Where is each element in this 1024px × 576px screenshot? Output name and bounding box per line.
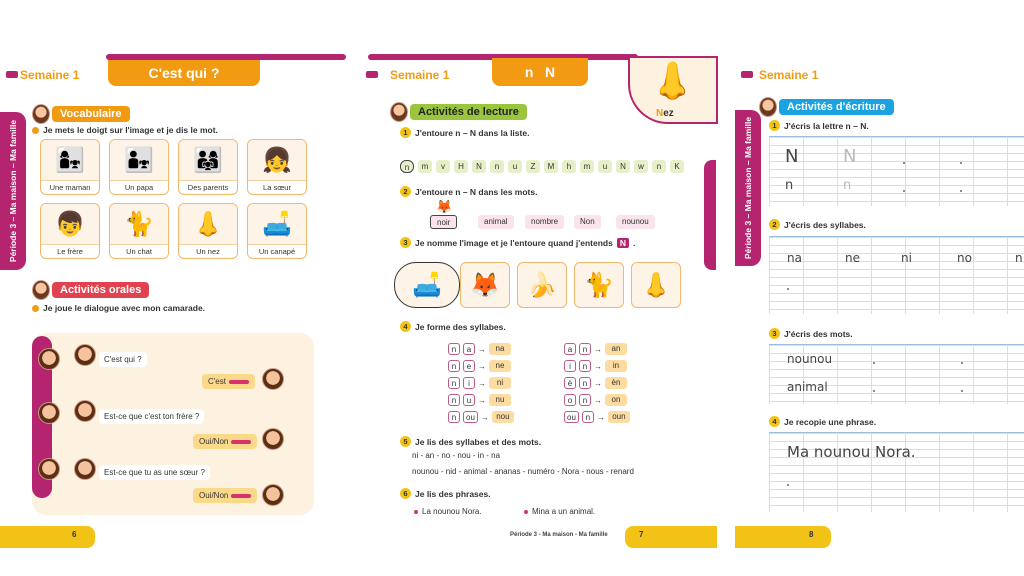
letter[interactable]: u: [508, 160, 522, 173]
number-4: 4: [400, 321, 411, 332]
letter[interactable]: N: [472, 160, 486, 173]
card-canape[interactable]: [247, 203, 307, 259]
syllable-model: ne: [845, 251, 860, 265]
card-caption: Des parents: [179, 180, 237, 194]
start-dot: [960, 190, 962, 192]
start-dot: [903, 162, 905, 164]
ecriture-heading: [759, 97, 894, 117]
letter[interactable]: h: [562, 160, 576, 173]
instruction-1-text: J'écris la lettre n – N.: [784, 120, 869, 131]
syllable-model: n: [1015, 251, 1023, 265]
number-6: 6: [400, 488, 411, 499]
vowel: u: [463, 394, 475, 406]
syllable-result: an: [605, 343, 627, 355]
instruction-3: [400, 237, 635, 248]
instruction-1-text: J'entoure n – N dans la liste.: [415, 127, 530, 138]
ecriture-label: Activités d'écriture: [779, 99, 894, 115]
instruction-6-text: Je lis des phrases.: [415, 488, 491, 499]
number-2: 2: [769, 219, 780, 230]
child-avatar: [38, 348, 60, 370]
writing-grid-2[interactable]: [769, 236, 1024, 314]
nose-icon: 👃: [641, 271, 671, 299]
trace-big-n: N: [843, 146, 857, 167]
kid-icon: [32, 280, 50, 300]
oral-instruction-text: Je joue le dialogue avec mon camarade.: [43, 303, 206, 313]
start-dot: [873, 390, 875, 392]
semaine-label: Semaine 1: [390, 68, 450, 82]
side-label: Période 3 – Ma maison – Ma famille: [8, 119, 19, 263]
sentence-2: [524, 507, 595, 516]
card-caption: Un chat: [110, 244, 168, 258]
number-5: 5: [400, 436, 411, 447]
instruction-2-text: J'écris des syllabes.: [784, 219, 866, 230]
letter[interactable]: w: [634, 160, 648, 173]
fox-icon: 🦊: [436, 199, 453, 214]
page-8: [735, 0, 1024, 576]
card-chat[interactable]: [109, 203, 169, 259]
oral-heading: [32, 280, 149, 300]
instruction-3-text: J'écris des mots.: [784, 328, 853, 339]
syllable-result: nu: [489, 394, 511, 406]
footer-band: [735, 526, 831, 548]
instruction-1: [400, 127, 529, 138]
father-child-icon: 👨‍👧: [110, 140, 168, 180]
consonant: n: [448, 377, 460, 389]
number-3: 3: [400, 237, 411, 248]
card-soeur[interactable]: [247, 139, 307, 195]
vowel: e: [463, 360, 475, 372]
semaine-tag: [6, 71, 18, 78]
vocab-instruction: [32, 125, 218, 135]
page-number: 8: [809, 530, 814, 539]
boy-avatar: [262, 428, 284, 450]
letter[interactable]: m: [418, 160, 432, 173]
syllable-result: na: [489, 343, 511, 355]
semaine-tag: [741, 71, 753, 78]
answer-1: [202, 374, 255, 389]
vowel: i: [463, 377, 475, 389]
instruction-3: [769, 328, 853, 339]
syllable-row: [448, 377, 511, 389]
vocab-instruction-text: Je mets le doigt sur l'image et je dis le mot.: [43, 125, 218, 135]
bullet-icon: [32, 305, 39, 312]
card-caption: Le frère: [41, 244, 99, 258]
consonant: n: [582, 411, 594, 423]
start-dot: [873, 362, 875, 364]
side-band: [0, 112, 26, 270]
vowel: a: [463, 343, 475, 355]
instruction-4: [400, 321, 506, 332]
arrow-icon: →: [478, 361, 486, 371]
nose-illustration: [628, 56, 718, 124]
consonant: n: [579, 394, 591, 406]
letter[interactable]: M: [544, 160, 558, 173]
vowel: ou: [564, 411, 579, 423]
number-1: 1: [769, 120, 780, 131]
girl-avatar: [74, 458, 96, 480]
child-avatar: [38, 458, 60, 480]
bullet-icon: [414, 510, 418, 514]
page-number: 7: [639, 530, 644, 539]
fox-icon: 🦊: [470, 271, 500, 299]
word-chip[interactable]: animal: [478, 215, 514, 229]
syllable-result: nou: [492, 411, 514, 423]
syllable-line: ni - an - no - nou - in - na: [412, 451, 501, 460]
syllable-row: [564, 411, 630, 423]
blank-line: [231, 440, 251, 444]
syllable-model: ni: [901, 251, 912, 265]
vocab-label: Vocabulaire: [52, 106, 130, 122]
banana-tile[interactable]: [517, 262, 567, 308]
syllable-result: in: [605, 360, 627, 372]
sentence-2-text: Mina a un animal.: [532, 507, 596, 516]
instruction-4: [769, 416, 876, 427]
arrow-icon: →: [594, 378, 602, 388]
letter[interactable]: v: [436, 160, 450, 173]
kid-icon: [759, 97, 777, 117]
vowel: i: [564, 360, 576, 372]
word-chip[interactable]: Non: [574, 215, 601, 229]
letter[interactable]: H: [454, 160, 468, 173]
instruction-2-text: J'entoure n – N dans les mots.: [415, 186, 538, 197]
answer-2: [193, 434, 257, 449]
letter[interactable]: n: [652, 160, 666, 173]
brother-icon: 👦: [41, 204, 99, 244]
side-label: Période 3 – Ma maison – Ma famille: [743, 116, 754, 260]
letter-list: [400, 160, 684, 173]
syllable-row: [448, 360, 511, 372]
syllable-row: [448, 411, 514, 423]
letter[interactable]: m: [580, 160, 594, 173]
instruction-4-text: Je forme des syllabes.: [415, 321, 506, 332]
consonant: n: [448, 411, 460, 423]
nose-tile[interactable]: [631, 262, 681, 308]
arrow-icon: →: [478, 395, 486, 405]
child-avatar: [38, 402, 60, 424]
sentence-1: [414, 507, 482, 516]
number-3: 3: [769, 328, 780, 339]
cat-icon: 🐈: [110, 204, 168, 244]
sentence-1-text: La nounou Nora.: [422, 507, 482, 516]
word-chip[interactable]: nombre: [525, 215, 564, 229]
consonant: n: [448, 343, 460, 355]
card-maman[interactable]: [40, 139, 100, 195]
girl-avatar: [74, 344, 96, 366]
card-caption: Un papa: [110, 180, 168, 194]
syllable-row: [564, 343, 627, 355]
consonant: n: [579, 377, 591, 389]
word-chip[interactable]: nounou: [616, 215, 655, 229]
syllable-row: [448, 343, 511, 355]
letter-n-tag: N: [617, 238, 629, 248]
instruction-6: [400, 488, 491, 499]
instruction-5: [400, 436, 541, 447]
arrow-icon: →: [478, 344, 486, 354]
card-papa[interactable]: [109, 139, 169, 195]
arrow-icon: →: [594, 361, 602, 371]
nose-icon: 👃: [179, 204, 237, 244]
letter[interactable]: u: [598, 160, 612, 173]
cat-icon: 🐈: [584, 271, 614, 299]
mother-child-icon: 👩‍👧: [41, 140, 99, 180]
nose-label: Nez: [656, 108, 674, 119]
bullet-icon: [524, 510, 528, 514]
syllable-result: ne: [489, 360, 511, 372]
syllable-row: [564, 360, 627, 372]
lecture-label: Activités de lecture: [410, 104, 527, 120]
model-small-n: n: [785, 178, 794, 193]
instruction-4-text: Je recopie une phrase.: [784, 416, 877, 427]
syllable-result: ni: [489, 377, 511, 389]
writing-grid-1[interactable]: [769, 136, 1024, 206]
start-dot: [961, 390, 963, 392]
boy-avatar: [262, 368, 284, 390]
arrow-icon: →: [594, 395, 602, 405]
instruction-2: [769, 219, 866, 230]
card-caption: Un canapé: [248, 244, 306, 258]
page-number: 6: [72, 530, 77, 539]
banana-icon: 🍌: [527, 271, 557, 299]
question-2: Est-ce que c'est ton frère ?: [99, 409, 204, 424]
start-dot: [903, 190, 905, 192]
card-caption: Une maman: [41, 180, 99, 194]
card-parents[interactable]: [178, 139, 238, 195]
card-caption: Un nez: [179, 244, 237, 258]
blank-line: [229, 380, 249, 384]
sofa-icon: 🛋️: [412, 271, 442, 299]
semaine-label: Semaine 1: [759, 68, 819, 82]
arrow-icon: →: [594, 344, 602, 354]
sofa-tile[interactable]: [394, 262, 460, 308]
vocab-heading: [32, 104, 130, 124]
sofa-icon: 🛋️: [248, 204, 306, 244]
number-2: 2: [400, 186, 411, 197]
word-model-2: animal: [787, 380, 828, 394]
period: .: [632, 237, 636, 248]
number-1: 1: [400, 127, 411, 138]
model-big-n: N: [785, 146, 799, 167]
kid-icon: [32, 104, 50, 124]
arrow-icon: →: [478, 378, 486, 388]
consonant: n: [448, 394, 460, 406]
syllable-result: on: [605, 394, 627, 406]
sentence-model: Ma nounou Nora.: [787, 443, 916, 461]
syllable-model: no: [957, 251, 972, 265]
syllable-row: [448, 394, 511, 406]
letter[interactable]: n: [490, 160, 504, 173]
cat-tile[interactable]: [574, 262, 624, 308]
footer-band: [0, 526, 95, 548]
oral-label: Activités orales: [52, 282, 149, 298]
instruction-3-text: Je nomme l'image et je l'entoure quand j'entends: [415, 237, 613, 248]
oral-instruction: [32, 303, 205, 313]
start-dot: [787, 288, 789, 290]
letter[interactable]: Z: [526, 160, 540, 173]
question-3: Est-ce que tu as une sœur ?: [99, 465, 210, 480]
letter[interactable]: n: [400, 160, 414, 173]
question-1: C'est qui ?: [99, 352, 147, 367]
page-6: [0, 0, 345, 576]
card-frere[interactable]: [40, 203, 100, 259]
syllable-result: èn: [605, 377, 627, 389]
letter[interactable]: K: [670, 160, 684, 173]
trace-small-n: n: [843, 178, 852, 193]
instruction-1: [769, 120, 869, 131]
answer-2-text: Oui/Non: [199, 437, 229, 446]
syllable-model: na: [787, 251, 802, 265]
blank-line: [231, 494, 251, 498]
consonant: n: [448, 360, 460, 372]
sister-icon: 👧: [248, 140, 306, 180]
vowel: è: [564, 377, 576, 389]
consonant: n: [579, 360, 591, 372]
lecture-heading: [390, 102, 527, 122]
letter[interactable]: N: [616, 160, 630, 173]
start-dot: [960, 162, 962, 164]
card-caption: La sœur: [248, 180, 306, 194]
kid-icon: [390, 102, 408, 122]
bullet-icon: [32, 127, 39, 134]
page-7: [360, 0, 720, 576]
consonant: n: [579, 343, 591, 355]
answer-1-text: C'est: [208, 377, 226, 386]
nose-icon: 👃: [650, 60, 695, 101]
word-line: nounou - nid - animal - ananas - numéro - Nora - nous - renard: [412, 467, 634, 476]
word-model-1: nounou: [787, 352, 833, 366]
side-accent: [704, 160, 716, 270]
syllable-row: [564, 377, 627, 389]
semaine-tag: [366, 71, 378, 78]
answer-3: [193, 488, 257, 503]
word-chip[interactable]: noir: [430, 215, 457, 229]
page-title: n N: [492, 58, 588, 86]
girl-avatar: [74, 400, 96, 422]
fox-tile[interactable]: [460, 262, 510, 308]
vowel: o: [564, 394, 576, 406]
vowel: a: [564, 343, 576, 355]
footer-text: Période 3 - Ma maison - Ma famille: [510, 532, 608, 538]
vowel: ou: [463, 411, 478, 423]
start-dot: [787, 484, 789, 486]
number-4: 4: [769, 416, 780, 427]
side-band: [735, 110, 761, 266]
syllable-result: oun: [608, 411, 630, 423]
arrow-icon: →: [596, 412, 605, 422]
start-dot: [961, 362, 963, 364]
arrow-icon: →: [480, 412, 489, 422]
family-icon: 👨‍👩‍👧: [179, 140, 237, 180]
semaine-label: Semaine 1: [20, 68, 80, 82]
boy-avatar: [262, 484, 284, 506]
answer-3-text: Oui/Non: [199, 491, 229, 500]
instruction-5-text: Je lis des syllabes et des mots.: [415, 436, 542, 447]
syllable-row: [564, 394, 627, 406]
page-title: C'est qui ?: [108, 60, 260, 86]
card-nez[interactable]: [178, 203, 238, 259]
instruction-2: [400, 186, 537, 197]
